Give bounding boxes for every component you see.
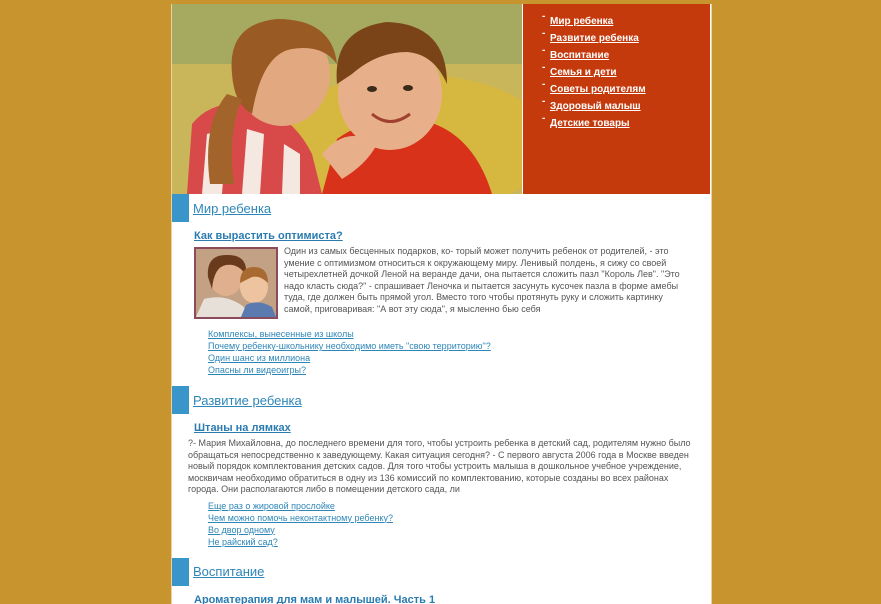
related-link[interactable]: Почему ребенку-школьнику необходимо иметь "свою территорию"? bbox=[208, 341, 491, 351]
nav-item-vospitanie: - Воспитание bbox=[550, 45, 710, 62]
section-marker bbox=[172, 194, 189, 222]
list-item bbox=[208, 512, 711, 524]
list-item bbox=[208, 524, 711, 536]
list-item bbox=[208, 536, 711, 548]
related-link[interactable]: Один шанс из миллиона bbox=[208, 353, 310, 363]
top-navigation bbox=[523, 4, 710, 194]
article-title-link[interactable]: Штаны на лямках bbox=[194, 422, 291, 434]
nav-link-razvitie[interactable]: Развитие ребенка bbox=[550, 33, 639, 44]
list-item bbox=[208, 328, 711, 340]
related-link[interactable]: Чем можно помочь неконтактному ребенку? bbox=[208, 513, 393, 523]
nav-link-sovety[interactable]: Советы родителям bbox=[550, 84, 646, 95]
nav-item-tovary: - Детские товары bbox=[550, 113, 710, 130]
children-photo bbox=[172, 4, 522, 194]
article-title bbox=[194, 230, 711, 242]
nav-item-semya: - Семья и дети bbox=[550, 62, 710, 79]
article-text: ?- Мария Михайловна, до последнего времени для того, чтобы устроить ребенка в детский сад, родителям нужно было обращаться непосредственно к заведующему. Какая ситуация сегодня? - С первого августа 2006 года в Москве введен новый порядок комплектования детских садов. Для того чтобы устроить малыша в дошкольное учебное учреждение, москвичам необходимо обратиться в одну из 136 комиссий по комплектованию, которые созданы во всех районах города. Они располагаются либо в помещении детского сада, ли bbox=[188, 438, 691, 494]
nav-link-mir-rebenka[interactable]: Мир ребенка bbox=[550, 16, 613, 27]
related-links bbox=[208, 328, 711, 376]
section-header-mir-rebenka bbox=[172, 194, 711, 222]
related-link[interactable]: Опасны ли видеоигры? bbox=[208, 365, 306, 375]
nav-item-sovety: - Советы родителям bbox=[550, 79, 710, 96]
article-text: Один из самых бесценных подарков, ко- торый может получить ребенок от родителей, - это умение с оптимизмом относиться к окружающему миру. Ленивый полдень, я сижу со своей четырехлетней дочкой Леной на веранде дачи, она пытается сложить пазл "Король Лев". "Это надо класть сюда?" - спрашивает Леночка и пытается засунуть кусочек пазла в форме амебы туда, где должен быть прямой угол. Вместо того чтобы протянуть руку и сложить картинку самой, приговаривая: "А вот эту сюда", я мысленно бью себя bbox=[284, 246, 680, 314]
article-thumbnail bbox=[194, 247, 278, 319]
section-marker bbox=[172, 558, 189, 586]
hero-image bbox=[172, 4, 522, 194]
nav-link-tovary[interactable]: Детские товары bbox=[550, 118, 630, 129]
section-title-link[interactable]: Воспитание bbox=[193, 564, 264, 579]
nav-item-zdorovy: - Здоровый малыш bbox=[550, 96, 710, 113]
list-item bbox=[208, 340, 711, 352]
list-item bbox=[208, 500, 711, 512]
section-header-vospitanie bbox=[172, 558, 711, 586]
section-marker bbox=[172, 386, 189, 414]
page-container bbox=[171, 4, 712, 604]
related-link[interactable]: Комплексы, вынесенные из школы bbox=[208, 329, 354, 339]
related-link[interactable]: Во двор одному bbox=[208, 525, 275, 535]
list-item bbox=[208, 352, 711, 364]
nav-item-mir-rebenka: - Мир ребенка bbox=[550, 11, 710, 28]
article-body bbox=[188, 438, 693, 496]
nav-link-semya[interactable]: Семья и дети bbox=[550, 67, 617, 78]
section-header-razvitie bbox=[172, 386, 711, 414]
related-link[interactable]: Не райский сад? bbox=[208, 537, 278, 547]
article-title-link[interactable]: Как вырастить оптимиста? bbox=[194, 230, 343, 242]
related-link[interactable]: Еще раз о жировой прослойке bbox=[208, 501, 335, 511]
section-title-link[interactable]: Развитие ребенка bbox=[193, 393, 302, 408]
family-photo bbox=[196, 249, 276, 317]
article-title bbox=[194, 422, 711, 434]
section-title-link[interactable]: Мир ребенка bbox=[193, 201, 271, 216]
nav-link-vospitanie[interactable]: Воспитание bbox=[550, 50, 609, 61]
article-body bbox=[188, 246, 693, 326]
list-item bbox=[208, 364, 711, 376]
nav-link-zdorovy[interactable]: Здоровый малыш bbox=[550, 101, 641, 112]
related-links bbox=[208, 500, 711, 548]
header bbox=[172, 4, 711, 194]
article-title-link[interactable]: Ароматерапия для мам и малышей. Часть 1 bbox=[194, 594, 435, 604]
nav-item-razvitie: - Развитие ребенка bbox=[550, 28, 710, 45]
